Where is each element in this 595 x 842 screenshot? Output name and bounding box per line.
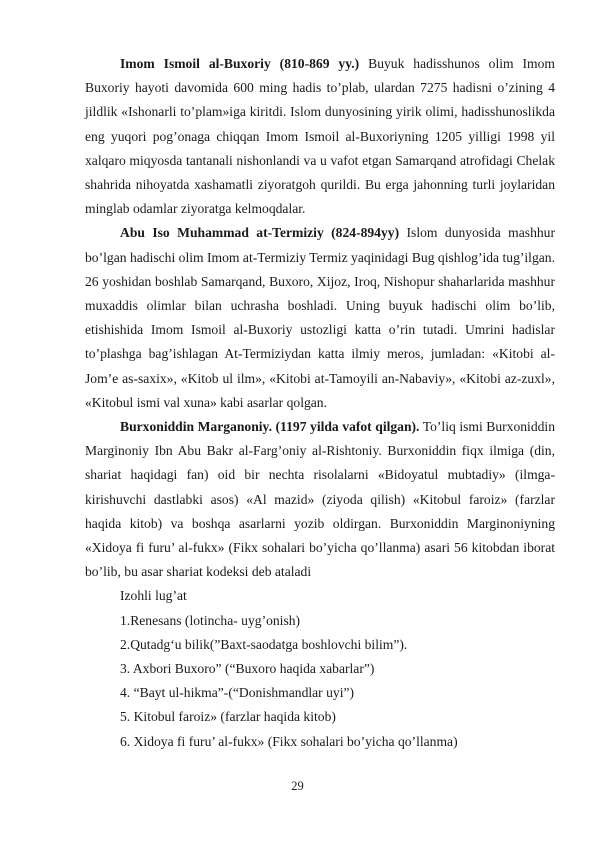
glossary-item: 3. Axbori Buxoro” (“Buxoro haqida xabarlar”) xyxy=(120,661,375,677)
paragraph-termiziy xyxy=(85,221,555,415)
glossary-item: 5. Kitobul faroiz» (farzlar haqida kitob) xyxy=(120,709,336,725)
glossary-item: 2.Qutadg‘u bilik(”Baxt-saodatga boshlovchi bilim”). xyxy=(120,636,408,652)
glossary-item: 6. Xidoya fi furu’ al-fukx» (Fikx sohalari bo’yicha qo’llanma) xyxy=(120,733,458,749)
document-page xyxy=(85,52,555,754)
paragraph-heading: Imom Ismoil al-Buxoriy (810-869 yy.) xyxy=(120,56,360,71)
paragraph-text: Buyuk hadisshunos olim Imom Buxoriy hayoti davomida 600 ming hadis to’plab, ulardan 7275 hadisni o’zining 4 jildlik «Ishonarli to’plam»iga kiritdi. Islom dunyosining yirik olimi, hadisshunoslikda eng yuqori pog’onaga chiqqan Imom Ismoil al-Buxoriyning 1205 yilligi 1998 yil xalqaro miqyosda tantanali nishonlandi va u vafot etgan Samarqand atrofidagi Chelak shahrida nihoyatda xashamatli ziyoratgoh qurildi. Bu erga jahonning turli joylaridan minglab odamlar ziyoratga kelmoqdalar. xyxy=(85,56,555,217)
paragraph-text: To’liq ismi Burxoniddin Marginoniy Ibn Abu Bakr al-Farg’oniy al-Rishtoniy. Burxoniddin fiqx ilmiga (din, shariat haqidagi fan) oid bir nechta risolalarni «Bidoyatul mubtadiy» (ilmga-kirishuvchi dastlabki asos) «Al mazid» (ziyoda qilish) «Kitobul faroiz» (farzlar haqida kitob) va boshqa asarlarni yozib oldirgan. Burxoniddin Marginoniyning «Xidoya fi furu’ al-fukx» (Fikx sohalari bo’yicha qo’llanma) asari 56 kitobdan iborat bo’lib, bu asar shariat kodeksi deb ataladi xyxy=(85,419,555,580)
paragraph-marganoniy xyxy=(85,415,555,584)
glossary-item: 4. “Bayt ul-hikma”-(“Donishmandlar uyi”) xyxy=(120,685,355,701)
page-number: 29 xyxy=(291,779,304,793)
paragraph-text: Islom dunyosida mashhur bo’lgan hadischi olim Imom at-Termiziy Termiz yaqinidagi Bug qishlog’ida tug’ilgan. 26 yoshidan boshlab Samarqand, Buxoro, Xijoz, Iroq, Nishopur shaharlarida mashhur muxaddis olimlar bilan uchrasha boshladi. Uning buyuk hadischi olim bo’lib, etishishida Imom Ismoil al-Buxoriy ustozligi katta o’rin tutadi. Umrini hadislar to’plashga bag’ishlagan At-Termiziydan katta ilmiy meros, jumladan: «Kitobi al-Jom’e as-saxix», «Kitob ul ilm», «Kitobi at-Tamoyili an-Nabaviy», «Kitobi az-zuxl», «Kitobul ismi val xuna» kabi asarlar qolgan. xyxy=(85,225,555,410)
paragraph-heading: Abu Iso Muhammad at-Termiziy (824-894yy) xyxy=(120,225,400,241)
paragraph-buxoriy xyxy=(85,52,555,221)
glossary-title: Izohli lug’at xyxy=(120,588,187,604)
glossary-item: 1.Renesans (lotincha- uyg’onish) xyxy=(120,612,301,628)
paragraph-heading: Burxoniddin Marganoniy. (1197 yilda vafot qilgan). xyxy=(120,419,420,435)
